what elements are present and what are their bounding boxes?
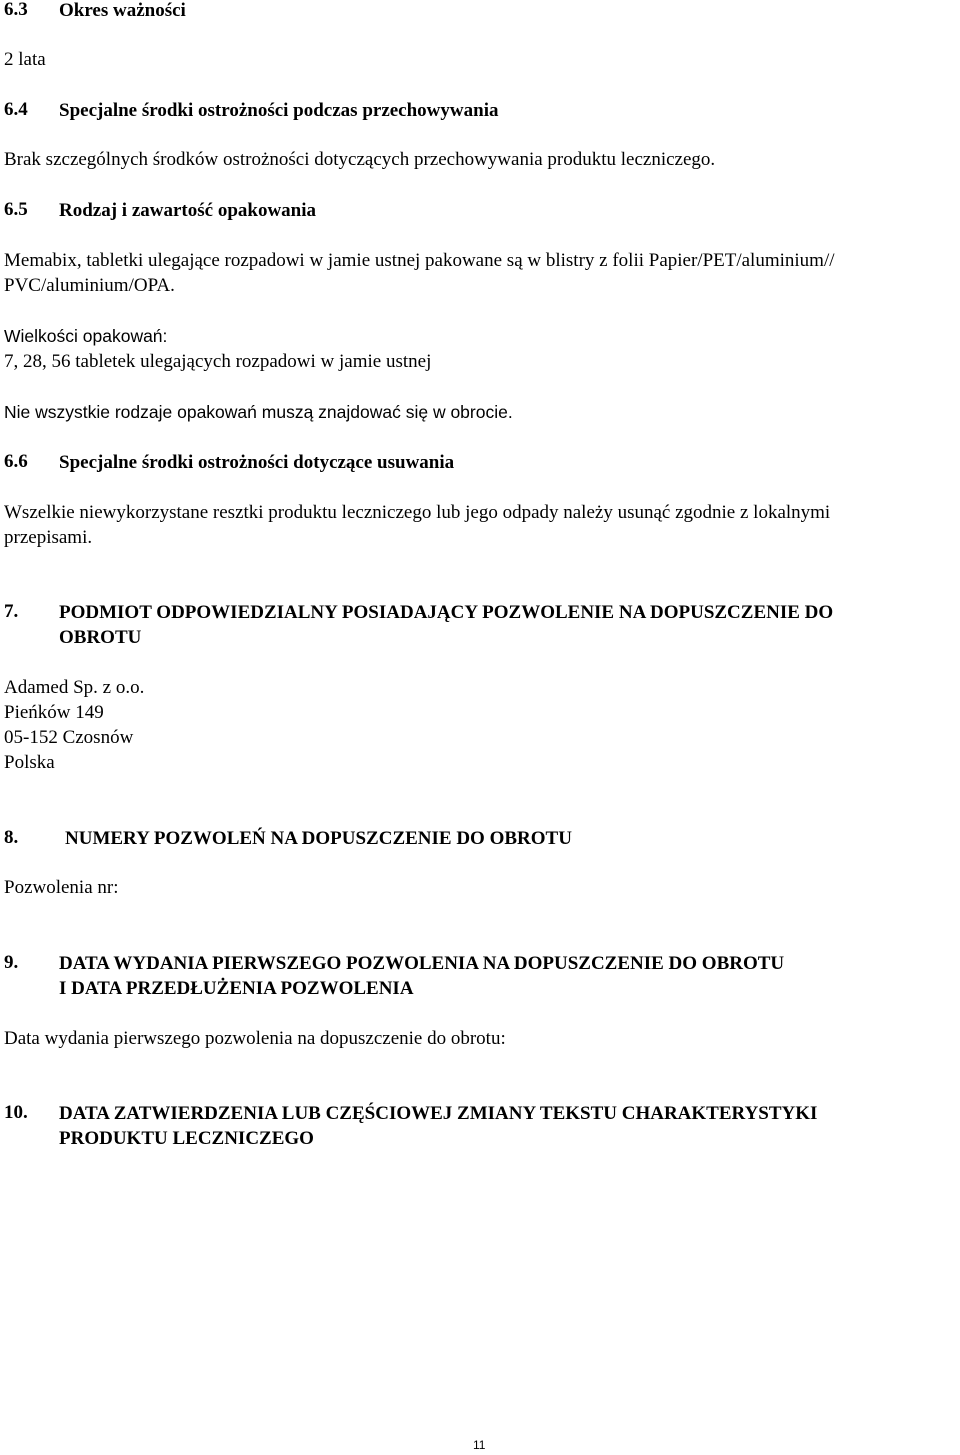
- pack-sizes-label: Wielkości opakowań:: [4, 326, 168, 346]
- section-6-5-body-line-2: PVC/aluminium/OPA.: [4, 275, 175, 296]
- section-6-6-body-line-1: Wszelkie niewykorzystane resztki produktu leczniczego lub jego odpady należy usunąć zgodnie z lokalnymi: [4, 502, 831, 523]
- section-6-4-number: 6.4: [4, 99, 28, 120]
- section-8-body: Pozwolenia nr:: [4, 877, 119, 898]
- section-6-6-body-line-2: przepisami.: [4, 527, 93, 548]
- address-country: Polska: [4, 752, 55, 773]
- section-6-6-number: 6.6: [4, 451, 28, 472]
- section-9-heading-line-2: I DATA PRZEDŁUŻENIA POZWOLENIA: [59, 978, 414, 999]
- section-6-3-body: 2 lata: [4, 49, 46, 70]
- section-9-heading-line-1: DATA WYDANIA PIERWSZEGO POZWOLENIA NA DOPUSZCZENIE DO OBROTU: [59, 953, 785, 974]
- pack-sizes-value: 7, 28, 56 tabletek ulegających rozpadowi w jamie ustnej: [4, 351, 432, 372]
- section-10-number: 10.: [4, 1102, 28, 1123]
- page-number: 11: [473, 1438, 486, 1452]
- section-6-3-number: 6.3: [4, 0, 28, 20]
- section-6-4-body: Brak szczególnych środków ostrożności dotyczących przechowywania produktu leczniczego.: [4, 149, 716, 170]
- section-6-3-heading: Okres ważności: [59, 0, 186, 21]
- section-10-heading-line-2: PRODUKTU LECZNICZEGO: [59, 1128, 314, 1149]
- section-6-5-heading: Rodzaj i zawartość opakowania: [59, 200, 317, 221]
- section-7-heading-line-2: OBROTU: [59, 627, 142, 648]
- section-10-heading-line-1: DATA ZATWIERDZENIA LUB CZĘŚCIOWEJ ZMIANY TEKSTU CHARAKTERYSTYKI: [59, 1103, 818, 1124]
- address-company: Adamed Sp. z o.o.: [4, 677, 145, 698]
- marketing-note: Nie wszystkie rodzaje opakowań muszą znajdować się w obrocie.: [4, 402, 513, 422]
- section-6-4-heading: Specjalne środki ostrożności podczas przechowywania: [59, 100, 499, 121]
- section-9-number: 9.: [4, 952, 19, 973]
- section-8-number: 8.: [4, 827, 19, 848]
- address-postal: 05-152 Czosnów: [4, 727, 134, 748]
- section-6-6-heading: Specjalne środki ostrożności dotyczące usuwania: [59, 452, 455, 473]
- section-9-body: Data wydania pierwszego pozwolenia na dopuszczenie do obrotu:: [4, 1028, 506, 1049]
- section-6-5-number: 6.5: [4, 199, 28, 220]
- section-6-5-body-line-1: Memabix, tabletki ulegające rozpadowi w jamie ustnej pakowane są w blistry z folii Papier/PET/aluminium//: [4, 250, 835, 271]
- section-7-heading-line-1: PODMIOT ODPOWIEDZIALNY POSIADAJĄCY POZWOLENIE NA DOPUSZCZENIE DO: [59, 602, 834, 623]
- address-street: Pieńków 149: [4, 702, 104, 723]
- section-7-number: 7.: [4, 601, 19, 622]
- section-8-heading: NUMERY POZWOLEŃ NA DOPUSZCZENIE DO OBROTU: [65, 828, 572, 849]
